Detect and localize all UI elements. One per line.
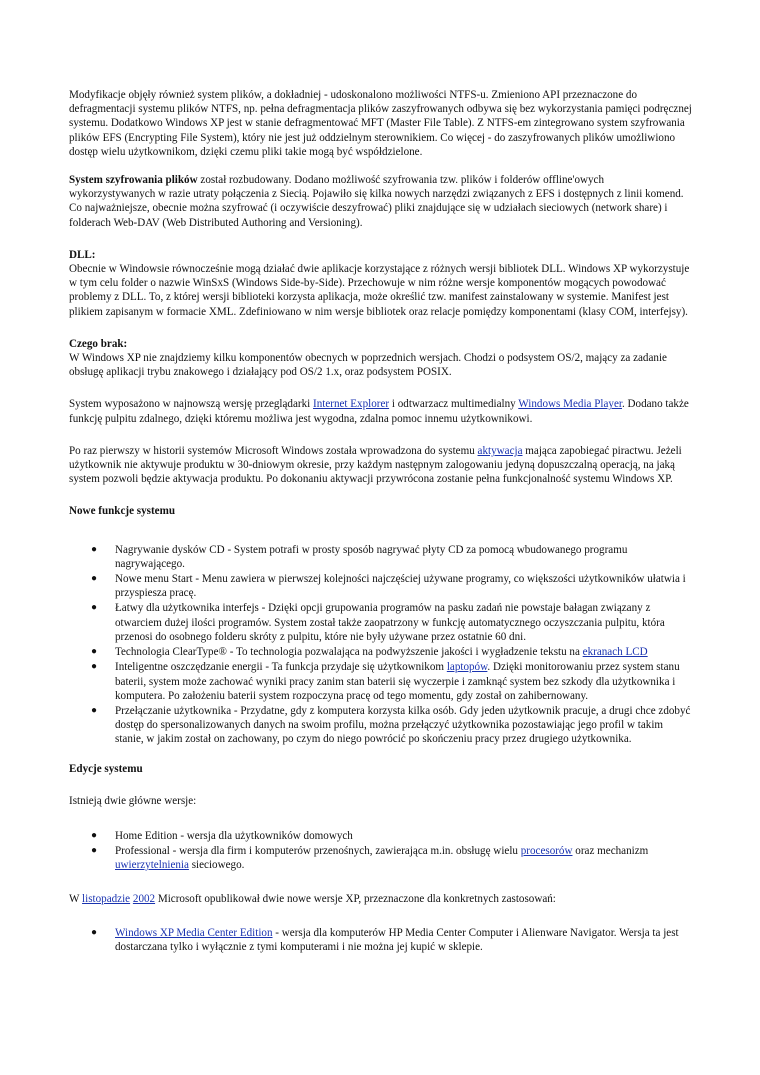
- features-list: [69, 543, 693, 747]
- paragraph-efs: [69, 173, 693, 230]
- link-media-center-edition[interactable]: Windows XP Media Center Edition: [115, 926, 273, 939]
- link-procesorow[interactable]: procesorów: [520, 845, 573, 858]
- feature-text-tail: . Dzięki monitorowaniu przez system stanu baterii, system może zachować wyniki pracy zanim stan baterii się wyczerpie i zamknąć system bez szkody dla użytkownika i komputera. Po założeniu baterii system rozpoczyna pracę od tego momentu, gdy został on zahibernowany.: [115, 661, 680, 702]
- list-item: [69, 704, 693, 747]
- link-listopadzie[interactable]: listopadzie: [82, 892, 131, 905]
- paragraph-november: [69, 892, 693, 906]
- media-list: [69, 926, 693, 954]
- list-item: [69, 660, 693, 703]
- bullet-icon: ●: [91, 602, 98, 614]
- list-item: [69, 543, 693, 571]
- edition-text: Home Edition - wersja dla użytkowników domowych: [115, 829, 353, 842]
- feature-text: Technologia ClearType® - To technologia pozwalająca na podwyższenie jakości i wygładzenie tekstu na: [115, 646, 583, 659]
- bullet-icon: ●: [91, 704, 98, 716]
- efs-bold-lead: System szyfrowania plików: [69, 174, 198, 187]
- activation-text-2: mająca zapobiegać piractwu. Jeżeli użytkownik nie aktywuje produktu w 30-dniowym okresie, przy każdym następnym zalogowaniu jedyną dopuszczalną operacją, na jaką system pozwoli będzie aktywacja produktu. Po dokonaniu aktywacji przywrócona zostanie pełna funkcjonalność systemu Windows XP.: [69, 444, 682, 486]
- feature-text: Inteligentne oszczędzanie energii - Ta funkcja przydaje się użytkownikom: [115, 661, 447, 674]
- dll-heading: [69, 248, 693, 262]
- paragraph-dll: Obecnie w Windowsie równocześnie mogą działać dwie aplikacje korzystające z różnych wersji bibliotek DLL. Windows XP wykorzystuje w tym celu folder o nazwie WinSxS (Windows Side-by-Side). Przechowuje w nim różne wersje komponentów mogących powodować problemy z DLL. To, z której wersji biblioteki korzysta aplikacja, może określić tzw. manifest zainstalowany w systemie. Manifest jest plikiem zapisanym w formacie XML. Zdefiniowano w nim wersje bibliotek oraz relacje pomiędzy komponentami (klasy COM, interfejsy).: [69, 263, 690, 318]
- document-page: [69, 88, 693, 955]
- list-item: [69, 844, 693, 872]
- link-laptopow[interactable]: laptopów: [446, 661, 488, 674]
- edition-text: Professional - wersja dla firm i komputerów przenośnych, zawierająca m.in. obsługę wielu: [115, 845, 521, 858]
- edition-text-3: sieciowego.: [188, 859, 245, 872]
- browser-text-1: System wyposażono w najnowszą wersję przeglądarki: [69, 398, 313, 411]
- link-uwierzytelnienia[interactable]: uwierzytelnienia: [115, 859, 189, 872]
- link-ekranach-lcd[interactable]: ekranach LCD: [582, 646, 648, 659]
- feature-text: Przełączanie użytkownika - Przydatne, gdy z komputera korzysta kilka osób. Gdy jeden użytkownik pracuje, a drugi chce zdobyć dostęp do spersonalizowanych danych na swoim profilu, można przełączyć użytkownika pozostawiając jego profil w takim stanie, w jakim został on zachowany, po czym do niego powrócić po skończeniu pracy przez drugiego użytkownika.: [115, 704, 691, 746]
- browser-text-2: i odtwarzacz multimedialny: [389, 398, 519, 411]
- edition-text-2: oraz mechanizm: [572, 845, 649, 858]
- features-heading: [69, 504, 693, 518]
- list-item: [69, 572, 693, 600]
- list-item: [69, 601, 693, 644]
- czego-heading-text: Czego brak:: [69, 337, 128, 350]
- bullet-icon: ●: [91, 845, 98, 857]
- bullet-icon: ●: [91, 829, 98, 841]
- nov-text-1: W: [69, 892, 83, 905]
- media-text: - wersja dla komputerów HP Media Center Computer i Alienware Navigator. Wersja ta jest dostarczana tylko i wyłącznie z tymi komputerami i nie można jej kupić w sklepie.: [115, 926, 679, 953]
- dll-heading-text: DLL:: [69, 248, 96, 261]
- editions-heading-text: Edycje systemu: [69, 762, 143, 775]
- list-item: [69, 926, 693, 954]
- czego-heading: [69, 337, 693, 351]
- bullet-icon: ●: [91, 646, 98, 658]
- activation-text-1: Po raz pierwszy w historii systemów Microsoft Windows została wprowadzona do systemu: [69, 444, 478, 457]
- browser-text-3: . Dodano także funkcję pulpitu zdalnego, dzięki któremu możliwa jest wygodna, zdalna pomoc innemu użytkownikowi.: [69, 398, 689, 425]
- link-2002[interactable]: 2002: [132, 892, 156, 905]
- link-internet-explorer[interactable]: Internet Explorer: [313, 398, 390, 411]
- bullet-icon: ●: [91, 926, 98, 938]
- bullet-icon: ●: [91, 543, 98, 555]
- editions-list: [69, 829, 693, 873]
- feature-text: Nagrywanie dysków CD - System potrafi w prosty sposób nagrywać płyty CD za pomocą wbudowanego programu nagrywającego.: [115, 543, 628, 570]
- paragraph-czego: W Windows XP nie znajdziemy kilku komponentów obecnych w poprzednich wersjach. Chodzi o podsystem OS/2, mający za zadanie obsługę aplikacji trybu znakowego i działający pod OS/2 1.x, oraz podsystem POSIX.: [69, 352, 667, 379]
- bullet-icon: ●: [91, 573, 98, 585]
- bullet-icon: ●: [91, 661, 98, 673]
- editions-intro: Istnieją dwie główne wersje:: [69, 794, 197, 807]
- list-item: [69, 645, 693, 659]
- features-heading-text: Nowe funkcje systemu: [69, 505, 175, 518]
- efs-text: został rozbudowany. Dodano możliwość szyfrowania tzw. plików i folderów offline'owych wykorzystywanych w razie utraty połączenia z Siecią. Pojawiło się kilka nowych narzędzi związanych z EFS i dostępnych z linii komend. Co najważniejsze, obecnie można szyfrować (i oczywiście deszyfrować) pliki znajdujące się w udziałach sieciowych (network share) i folderach Web-DAV (Web Distributed Authoring and Versioning).: [69, 174, 684, 229]
- feature-text: Łatwy dla użytkownika interfejs - Dzięki opcji grupowania programów na pasku zadań nie powstaje bałagan związany z otwarciem dużej ilości programów. System został także zaopatrzony w funkcję automatycznego oczyszczania pulpitu, która przenosi do osobnego folderu skróty z pulpitu, które nie były używane przez ostatnie 60 dni.: [115, 602, 665, 643]
- paragraph-activation: [69, 444, 693, 487]
- list-item: [69, 829, 693, 843]
- link-windows-media-player[interactable]: Windows Media Player: [518, 398, 622, 411]
- paragraph-browser: [69, 397, 693, 425]
- feature-text: Nowe menu Start - Menu zawiera w pierwszej kolejności najczęściej używane programy, co większości użytkowników ułatwia i przyspiesza pracę.: [115, 573, 686, 600]
- paragraph-ntfs: Modyfikacje objęły również system plików, a dokładniej - udoskonalono możliwości NTFS-u. Zmieniono API przeznaczone do defragmentacji systemu plików NTFS, np. pełna defragmentacja plików zaszyfrowanych odbywa się bez wykorzystania pamięci podręcznej systemu. Dodatkowo Windows XP jest w stanie defragmentować MFT (Master File Table). Z NTFS-em zintegrowano system szyfrowania plików EFS (Encrypting File System), który nie jest już oddzielnym sterownikiem. Co więcej - do zaszyfrowanych plików umożliwiono dostęp wielu użytkownikom, dzięki czemu pliki takie mogą być współdzielone.: [69, 89, 692, 158]
- editions-heading: [69, 762, 693, 776]
- nov-text-3: Microsoft opublikował dwie nowe wersje XP, przeznaczone dla konkretnych zastosowań:: [155, 892, 556, 905]
- link-aktywacja[interactable]: aktywacja: [477, 444, 523, 457]
